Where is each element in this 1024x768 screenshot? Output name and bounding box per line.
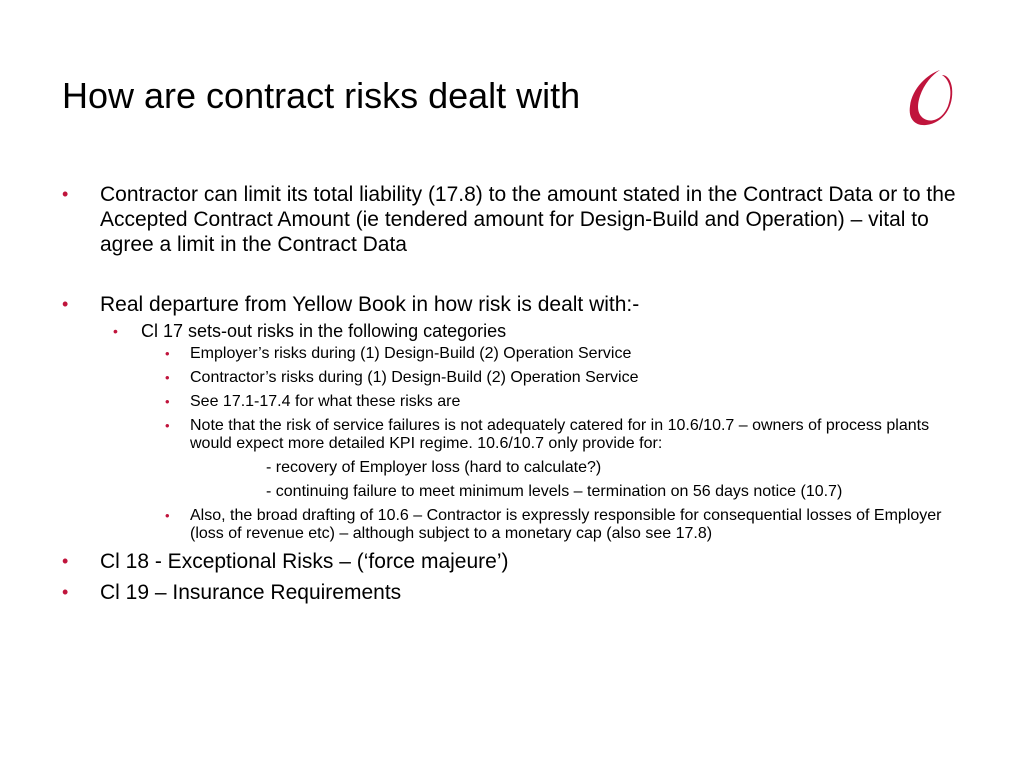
bullet-icon: • bbox=[62, 582, 69, 602]
bullet-list bbox=[62, 182, 972, 605]
list-item-text: Cl 18 - Exceptional Risks – (‘force majeure’) bbox=[100, 550, 509, 573]
list-item-text: Employer’s risks during (1) Design-Build (2) Operation Service bbox=[190, 345, 632, 362]
bullet-icon: • bbox=[62, 184, 69, 204]
list-item bbox=[62, 393, 972, 411]
list-item bbox=[62, 483, 972, 501]
bullet-icon: • bbox=[62, 551, 69, 571]
list-item bbox=[62, 320, 972, 342]
list-item-text: Also, the broad drafting of 10.6 – Contractor is expressly responsible for consequential losses of Employer (loss of revenue etc) – although subject to a monetary cap (also see 17.8) bbox=[190, 507, 942, 542]
bullet-icon: • bbox=[165, 394, 170, 409]
list-item-text: Cl 19 – Insurance Requirements bbox=[100, 581, 402, 604]
list-item bbox=[62, 292, 972, 317]
list-item-text: Note that the risk of service failures is not adequately catered for in 10.6/10.7 – owners of process plants would expect more detailed KPI regime. 10.6/10.7 only provide for: bbox=[190, 417, 930, 452]
slide-title: How are contract risks dealt with bbox=[62, 75, 581, 116]
list-item-text: Cl 17 sets-out risks in the following categories bbox=[141, 321, 507, 341]
bullet-icon: • bbox=[165, 418, 170, 433]
list-item-text: - continuing failure to meet minimum levels – termination on 56 days notice (10.7) bbox=[266, 483, 843, 500]
curved-o-logo-icon bbox=[900, 62, 960, 130]
list-item bbox=[62, 580, 972, 605]
list-item-text: See 17.1-17.4 for what these risks are bbox=[190, 393, 461, 410]
bullet-icon: • bbox=[62, 294, 69, 314]
list-item bbox=[62, 459, 972, 477]
bullet-icon: • bbox=[165, 370, 170, 385]
list-item-text: - recovery of Employer loss (hard to calculate?) bbox=[266, 459, 602, 476]
bullet-icon: • bbox=[113, 323, 118, 339]
list-item-text: Contractor can limit its total liability (17.8) to the amount stated in the Contract Data or to the Accepted Contract Amount (ie tendered amount for Design-Build and Operation) – vital to agree a limit in the Contract Data bbox=[100, 183, 956, 256]
list-item bbox=[62, 369, 972, 387]
list-item-text: Real departure from Yellow Book in how risk is dealt with:- bbox=[100, 293, 640, 316]
list-item bbox=[62, 549, 972, 574]
list-item-text: Contractor’s risks during (1) Design-Build (2) Operation Service bbox=[190, 369, 639, 386]
list-item bbox=[62, 507, 972, 543]
bullet-icon: • bbox=[165, 346, 170, 361]
list-item bbox=[62, 417, 972, 453]
list-item bbox=[62, 345, 972, 363]
list-item bbox=[62, 182, 972, 257]
bullet-icon: • bbox=[165, 508, 170, 523]
